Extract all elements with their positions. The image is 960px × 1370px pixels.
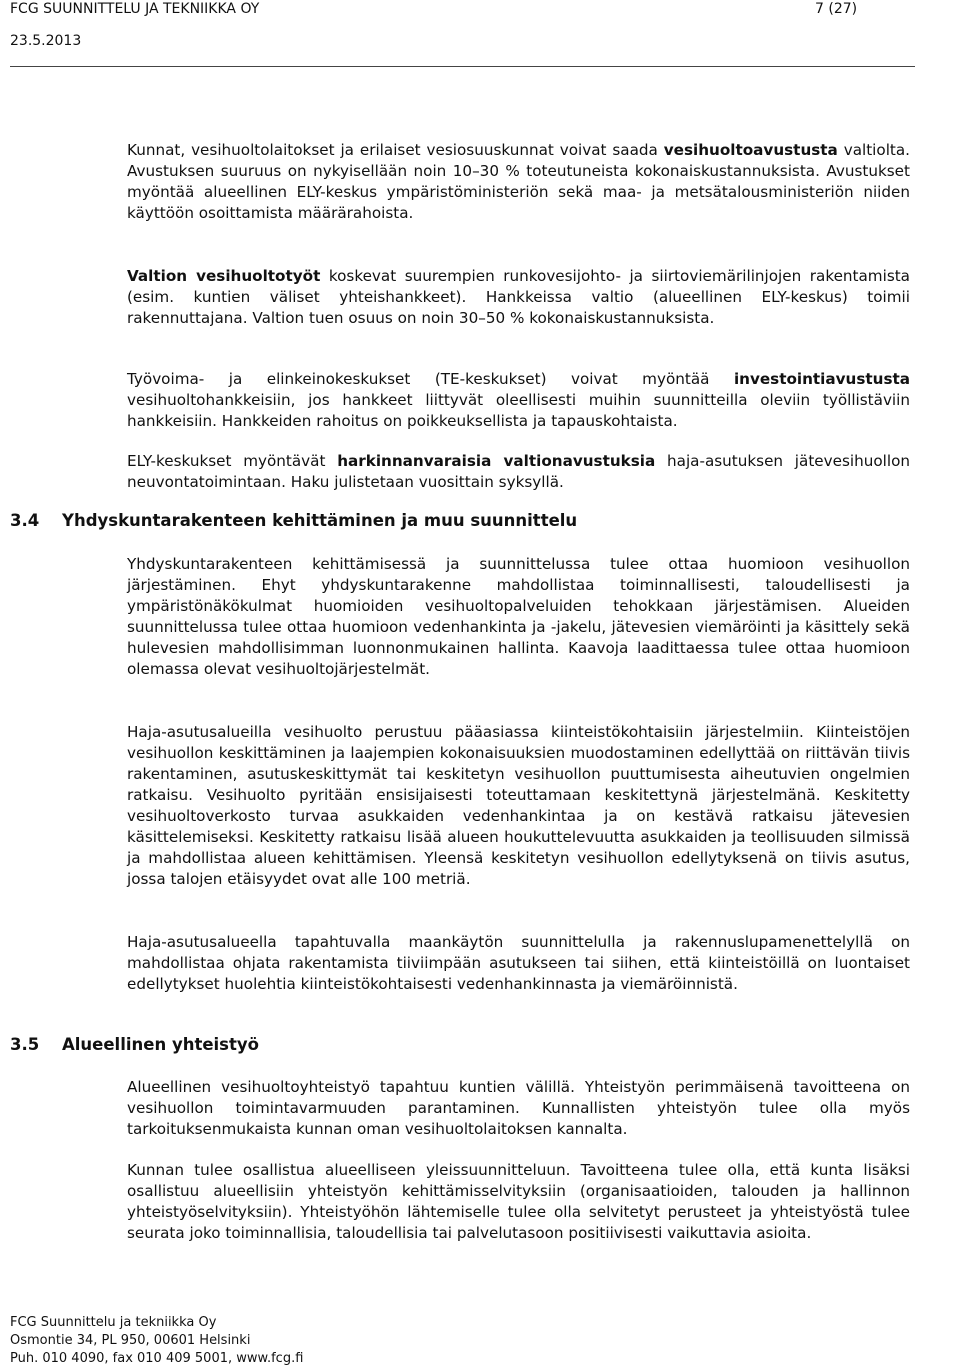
paragraph-valtionavustukset: ELY-keskukset myöntävät harkinnanvaraisia valtionavustuksia haja-asutuksen jätevesihuollon neuvontatoimintaan. Haku julistetaan vuosittain syksyllä. [127,452,910,491]
page-header [10,0,259,50]
paragraph-alueellinen-yhteistyo: Alueellinen vesihuoltoyhteistyö tapahtuu kuntien välillä. Yhteistyön perimmäisenä tavoitteena on vesihuollon toimintavarmuuden parantaminen. Kunnallisten yhteistyön tulee olla myös tarkoituksenmukaista kunnan oman vesihuoltolaitoksen kannalta. [127,1078,910,1138]
footer-company: FCG Suunnittelu ja tekniikka Oy [10,1315,217,1330]
paragraph-yleissuunnittelu: Kunnan tulee osallistua alueelliseen yleissuunnitteluun. Tavoitteena tulee olla, että kunta lisäksi osallistuu alueellisiin yhteistyön kehittämisselvityksiin (organisaatioiden, talouden ja hallinnon yhteistyöselvityksiin). Yhteistyöhön lähtemiselle tulee olla selvitetyt perusteet ja yhteistyöstä tulee seurata joko toiminnallisia, taloudellisia tai palvelutasoon positiivisesti vaikuttavia asioita. [127,1161,910,1242]
paragraph-yhdyskuntarakenne: Yhdyskuntarakenteen kehittämisessä ja suunnittelussa tulee ottaa huomioon vesihuollon järjestäminen. Ehyt yhdyskuntarakenne mahdollistaa toiminnallisesti, taloudellisesti ja ympäristönäkökulmat huomioiden vesihuoltopalveluiden tehokkaan järjestämisen. Alueiden suunnittelussa tulee ottaa huomioon vedenhankinta ja -jakelu, jätevesien viemäröinti ja käsittely sekä hulevesien mahdollisimman luonnonmukainen hallinta. Kaavoja laadittaessa tulee ottaa huomioon olemassa olevat vesihuoltojärjestelmät. [127,555,910,678]
paragraph-maankayton-suunnittelu: Haja-asutusalueella tapahtuvalla maankäytön suunnittelulla ja rakennuslupamenettelyllä on mahdollistaa ohjata rakentamista tiiviimpään asutukseen tai siihen, että kiinteistöillä on luontaiset edellytykset huolehtia kiinteistökohtaisesti vedenhankinnasta ja viemäröinnistä. [127,933,910,993]
paragraph-haja-asutusalueet: Haja-asutusalueilla vesihuolto perustuu pääasiassa kiinteistökohtaisiin järjestelmiin. Kiinteistöjen vesihuollon keskittäminen ja laajempien kokonaisuuksien muodostaminen edellyttää on riittävän tiivis rakentaminen, asutuskeskittymät tai keskitetyn vesihuollon puuttumisesta aiheutuvien ongelmien ratkaisu. Vesihuolto pyritään ensisijaisesti toteuttamaan keskitettynä järjestelmänä. Keskitetty vesihuoltoverkosto turvaa asukkaiden vedenhankintaa ja on kestävä ratkaisu jätevesien käsittelemiseksi. Keskitetty ratkaisu lisää alueen houkuttelevuutta asukkaiden ja teollisuuden silmissä ja mahdollistaa alueen kehittämisen. Yleensä keskitetyn vesihuollon edellytyksenä on tiivis asutus, jossa talojen etäisyydet ovat alle 100 metriä. [127,723,910,888]
footer-contact: Puh. 010 4090, fax 010 409 5001, www.fcg.fi [10,1351,304,1366]
page-footer [10,1314,303,1368]
paragraph-valtion-vesihuoltotyot: Valtion vesihuoltotyöt koskevat suurempien runkovesijohto- ja siirtoviemärilinjojen rakentamista (esim. kuntien väliset yhteishankkeet). Hankkeissa valtio (alueellinen ELY-keskus) toimii rakennuttajana. Valtion tuen osuus on noin 30–50 % kokonaiskustannuksista. [127,267,910,327]
paragraph-investointiavustus: Työvoima- ja elinkeinokeskukset (TE-keskukset) voivat myöntää investointiavustusta vesihuoltohankkeisiin, jos hankkeet liittyvät oleellisesti muihin suunnitteilla oleviin työllistäviin hankkeisiin. Hankkeiden rahoitus on poikkeuksellista ja tapauskohtaista. [127,370,910,430]
section-heading-3-4: 3.4 Yhdyskuntarakenteen kehittäminen ja muu suunnittelu [10,511,578,530]
section-heading-3-5: 3.5 Alueellinen yhteistyö [10,1035,259,1054]
header-divider [10,66,915,67]
page-number: 7 (27) [815,1,858,17]
footer-address: Osmontie 34, PL 950, 00601 Helsinki [10,1333,251,1348]
paragraph-vesihuoltoavustus: Kunnat, vesihuoltolaitokset ja erilaiset vesiosuuskunnat voivat saada vesihuoltoavustusta valtiolta. Avustuksen suuruus on nykyisellään noin 10–30 % toteutuneista kokonaiskustannuksista. Avustukset myöntää alueellinen ELY-keskus ympäristöministeriön sekä maa- ja metsätalousministeriön niiden käyttöön osoittamista määrärahoista. [127,141,911,222]
header-date: 23.5.2013 [10,33,82,49]
header-company: FCG SUUNNITTELU JA TEKNIIKKA OY [10,1,260,17]
